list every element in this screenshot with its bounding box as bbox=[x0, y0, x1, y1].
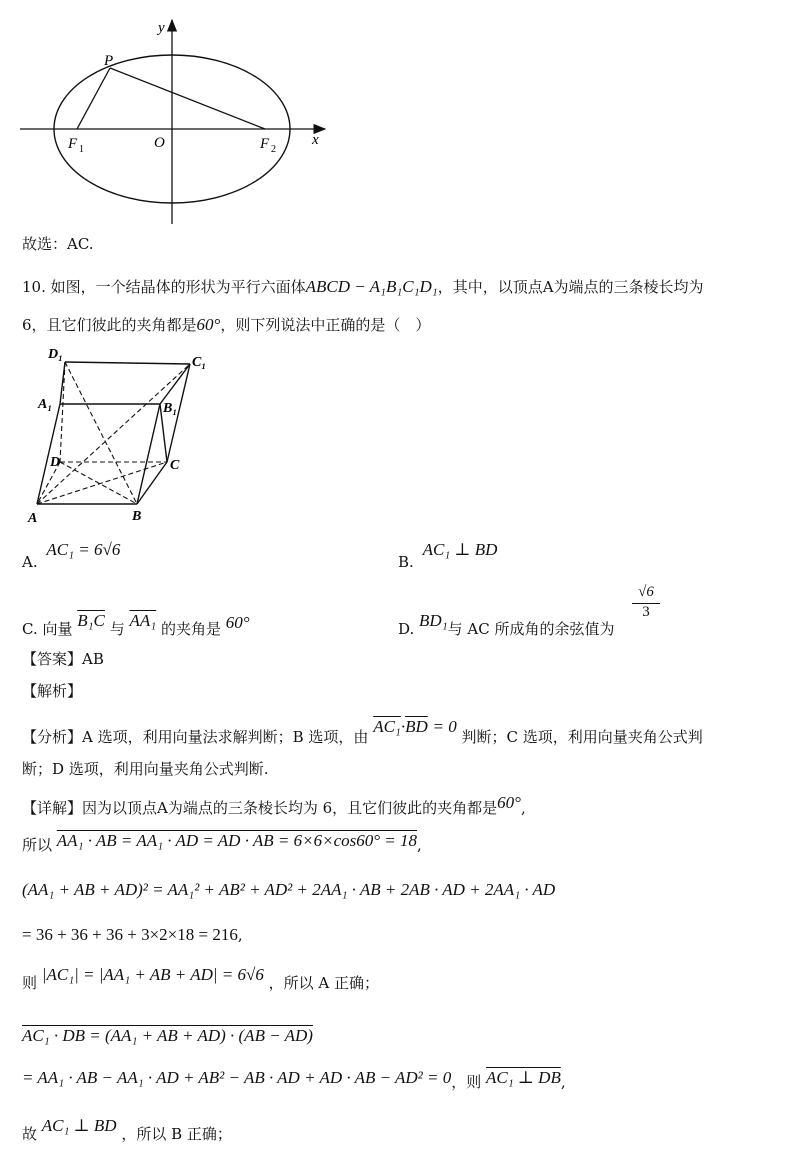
detail-l5-math: AC₁ · DB = (AA₁ + AB + AD) · (AB − AD) bbox=[22, 1026, 313, 1045]
fenxi-eq0: = 0 bbox=[432, 717, 457, 736]
q10-angle: 60° bbox=[196, 315, 221, 334]
option-a-label: A. bbox=[22, 553, 38, 571]
option-c-tail: 的夹角是 bbox=[160, 620, 221, 638]
option-b bbox=[398, 540, 498, 572]
option-a bbox=[22, 540, 121, 572]
option-d-math: BD₁ bbox=[419, 611, 448, 630]
detail-l1-end: , bbox=[417, 836, 422, 854]
option-d-fraction bbox=[632, 584, 660, 621]
point-p-label: P bbox=[104, 53, 114, 69]
detail-l6-end: , bbox=[560, 1073, 566, 1091]
option-c-vec1: B₁C bbox=[77, 611, 105, 630]
q10-line1-a: 10. 如图，一个结晶体的形状为平行六面体 bbox=[22, 278, 306, 296]
x-axis-label: x bbox=[312, 132, 319, 148]
vertex-c-label: C bbox=[170, 458, 180, 473]
option-d bbox=[398, 611, 615, 639]
y-axis-label: y bbox=[158, 20, 165, 36]
option-a-math: AC₁ = 6√6 bbox=[46, 540, 121, 559]
detail-l6-mid: ，则 bbox=[451, 1073, 482, 1091]
vertex-d1-label: D₁ bbox=[48, 347, 63, 362]
detail-l7-end: ，所以 B 正确； bbox=[121, 1125, 232, 1143]
origin-label: O bbox=[154, 135, 165, 151]
vertex-b-label: B bbox=[132, 509, 142, 524]
detail-intro bbox=[22, 793, 526, 818]
answer-tag: 【答案】AB bbox=[22, 650, 104, 668]
option-c bbox=[22, 611, 250, 639]
point-f2-label: F bbox=[260, 136, 270, 152]
detail-intro-angle: 60° bbox=[497, 793, 521, 812]
q10-line2-b: ，则下列说法中正确的是（ ） bbox=[220, 316, 431, 334]
detail-line4 bbox=[22, 965, 379, 993]
detail-l4-math: |AC₁| = |AA₁ + AB + AD| = 6√6 bbox=[41, 965, 264, 984]
fenxi-line1 bbox=[22, 717, 703, 747]
option-d-denominator: 3 bbox=[642, 604, 650, 620]
analysis-tag: 【解析】 bbox=[22, 682, 83, 700]
option-c-label: C. 向量 bbox=[22, 620, 73, 638]
vertex-d-label: D bbox=[50, 455, 61, 470]
detail-line2 bbox=[22, 880, 555, 900]
q10-line2-a: 6，且它们彼此的夹角都是 bbox=[22, 316, 197, 334]
vertex-a1-label: A₁ bbox=[38, 397, 53, 412]
ellipse-figure bbox=[20, 10, 340, 230]
option-c-mid: 与 bbox=[109, 620, 125, 638]
option-d-numerator: √6 bbox=[632, 584, 660, 604]
detail-l6-math: = AA₁ · AB − AA₁ · AD + AB² − AB · AD + AD · AB − AD² = 0 bbox=[22, 1068, 452, 1087]
detail-line1 bbox=[22, 831, 422, 855]
detail-intro-end: , bbox=[520, 799, 526, 817]
prev-answer: 故选：AC. bbox=[22, 235, 94, 253]
q10-line1 bbox=[22, 277, 704, 297]
fenxi-b: 判断；C 选项，利用向量夹角公式判 bbox=[461, 728, 703, 746]
vertex-a-label: A bbox=[28, 511, 38, 526]
fenxi-a: 【分析】A 选项，利用向量法求解判断；B 选项，由 bbox=[22, 728, 369, 746]
detail-l3-end: , bbox=[237, 926, 243, 944]
vertex-b1-label: B₁ bbox=[163, 401, 178, 416]
detail-l1-math: AA₁ · AB = AA₁ · AD = AD · AB = 6×6×cos60° = 18 bbox=[56, 831, 418, 850]
q10-line1-b: ，其中，以顶点A为端点的三条棱长均为 bbox=[437, 278, 704, 296]
detail-line3 bbox=[22, 925, 243, 945]
fenxi-dot: · bbox=[400, 717, 406, 736]
detail-line6 bbox=[22, 1068, 566, 1092]
point-f1-sub: 1 bbox=[79, 144, 84, 155]
vertex-c1-label: C₁ bbox=[192, 355, 207, 370]
fenxi-line2: 断；D 选项，利用向量夹角公式判断. bbox=[22, 760, 269, 778]
detail-l2-math: (AA₁ + AB + AD)² = AA₁² + AB² + AD² + 2AA₁ · AB + 2AB · AD + 2AA₁ · AD bbox=[22, 880, 556, 899]
detail-l3-math: = 36 + 36 + 36 + 3×2×18 = 216 bbox=[22, 925, 238, 944]
detail-l4-end: ，所以 A 正确； bbox=[268, 974, 379, 992]
option-b-label: B. bbox=[398, 553, 414, 571]
q10-solid-name: ABCD − A₁B₁C₁D₁ bbox=[305, 277, 438, 296]
segment-pf2 bbox=[110, 68, 265, 129]
detail-intro-text: 【详解】因为以顶点A为端点的三条棱长均为 6，且它们彼此的夹角都是 bbox=[22, 799, 498, 817]
option-b-math: AC₁ ⊥ BD bbox=[422, 540, 498, 559]
option-c-vec2: AA₁ bbox=[129, 611, 157, 630]
detail-l6-math2: AC₁ ⊥ DB bbox=[486, 1068, 561, 1087]
fenxi-vec1: AC₁ bbox=[373, 717, 401, 736]
detail-l7-math: AC₁ ⊥ BD bbox=[41, 1116, 117, 1135]
point-f2-sub: 2 bbox=[271, 144, 276, 155]
fenxi-vec2: $\overline{BD}$ bbox=[405, 717, 428, 736]
parallelepiped-figure bbox=[20, 342, 230, 527]
segment-pf1 bbox=[77, 68, 110, 129]
q10-line2 bbox=[22, 315, 430, 335]
option-d-text: 与 AC 所成角的余弦值为 bbox=[447, 620, 615, 638]
detail-line7 bbox=[22, 1116, 232, 1144]
detail-l1-pre: 所以 bbox=[22, 836, 53, 854]
detail-line5 bbox=[22, 1026, 313, 1046]
point-f1-label: F bbox=[68, 136, 78, 152]
detail-l7-pre: 故 bbox=[22, 1125, 38, 1143]
option-d-label: D. bbox=[398, 620, 415, 638]
detail-l4-pre: 则 bbox=[22, 974, 38, 992]
option-c-angle: 60° bbox=[225, 613, 250, 632]
